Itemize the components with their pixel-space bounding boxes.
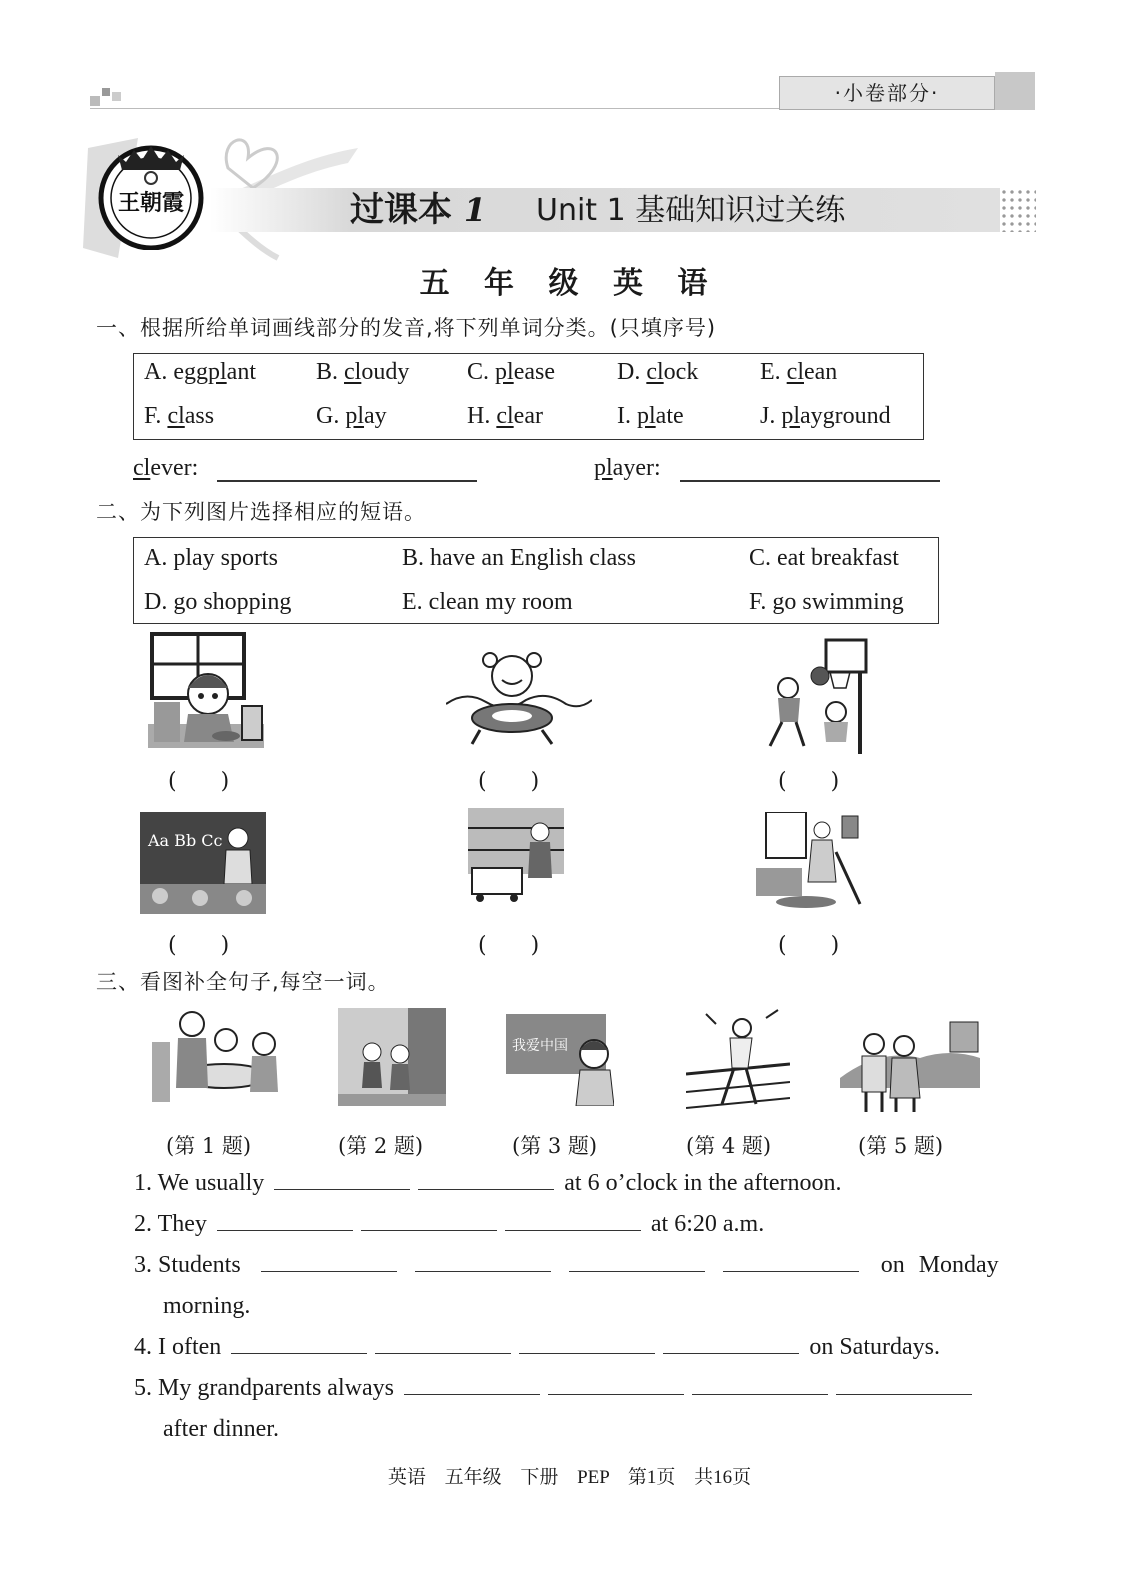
title-prefix: 过课本 [350, 190, 452, 230]
answer-paren-5[interactable]: ( ) [478, 933, 540, 958]
picture-q4-playing-ping-pong [686, 1004, 790, 1112]
answer-paren-6[interactable]: ( ) [778, 933, 840, 958]
picture-q5-grandparents-walk [840, 1018, 980, 1114]
phrase-e: E. clean my room [402, 589, 573, 615]
tag-gray-block [995, 72, 1035, 110]
section-tag: ·小卷部分· [779, 76, 995, 110]
picture-q3-chinese-class [506, 1010, 614, 1106]
answer-paren-2[interactable]: ( ) [478, 769, 540, 794]
blank[interactable] [663, 1335, 799, 1354]
phrase-a: A. play sports [144, 545, 278, 571]
picture-q2-going-to-school [338, 1008, 446, 1106]
blank[interactable] [375, 1335, 511, 1354]
sentence-2: 2. They at 6:20 a.m. [134, 1211, 765, 1237]
word-option: G. play [316, 403, 387, 429]
blank[interactable] [415, 1253, 551, 1272]
answer-paren-1[interactable]: ( ) [168, 769, 230, 794]
question-label-2: (第 2 题) [338, 1134, 424, 1158]
corner-square [102, 88, 110, 96]
blackboard-text: Aa Bb Cc [148, 831, 223, 850]
corner-square [90, 96, 100, 106]
question-label-1: (第 1 题) [166, 1134, 252, 1158]
subtitle: 五 年 级 英 语 [419, 266, 720, 301]
phrase-c: C. eat breakfast [749, 545, 899, 571]
blank[interactable] [418, 1171, 554, 1190]
blank[interactable] [505, 1212, 641, 1231]
answer-paren-3[interactable]: ( ) [778, 769, 840, 794]
phrase-b: B. have an English class [402, 545, 636, 571]
page-footer: 英语 五年级 下册 PEP 第1页 共16页 [387, 1467, 752, 1488]
section1-title: 一、根据所给单词画线部分的发音,将下列单词分类。(只填序号) [96, 316, 717, 340]
banner-dots [1000, 188, 1036, 232]
blank[interactable] [836, 1376, 972, 1395]
question-label-5: (第 5 题) [858, 1134, 944, 1158]
sentence-5: 5. My grandparents always [134, 1375, 976, 1402]
question-label-4: (第 4 题) [686, 1134, 772, 1158]
word-option: E. clean [760, 359, 838, 385]
phrase-d: D. go shopping [144, 589, 292, 615]
sentence-5-cont: after dinner. [163, 1416, 279, 1442]
picture-go-swimming [446, 650, 592, 746]
title-unit: Unit 1 基础知识过关练 [536, 193, 846, 228]
picture-play-sports [760, 638, 870, 754]
blank[interactable] [231, 1335, 367, 1354]
blank[interactable] [404, 1376, 540, 1395]
sentence-3-cont: morning. [163, 1293, 251, 1319]
category-player: player: [594, 455, 661, 481]
word-option: C. please [467, 359, 555, 385]
blank[interactable] [274, 1171, 410, 1190]
logo-text: 王朝霞 [117, 190, 185, 216]
sentence-1: 1. We usually at 6 o’clock in the afternoon. [134, 1170, 842, 1196]
answer-blank-clever[interactable] [217, 480, 477, 482]
corner-square [112, 92, 121, 101]
word-option: J. playground [760, 403, 891, 429]
blank[interactable] [261, 1253, 397, 1272]
blank[interactable] [569, 1253, 705, 1272]
blank[interactable] [217, 1212, 353, 1231]
answer-paren-4[interactable]: ( ) [168, 933, 230, 958]
blank[interactable] [361, 1212, 497, 1231]
title-number: 1 [463, 191, 487, 229]
blank[interactable] [519, 1335, 655, 1354]
sentence-4: 4. I often on Saturdays. [134, 1334, 940, 1360]
question-label-3: (第 3 题) [512, 1134, 598, 1158]
picture-english-class [140, 812, 266, 914]
blank[interactable] [723, 1253, 859, 1272]
blank[interactable] [548, 1376, 684, 1395]
blank[interactable] [692, 1376, 828, 1395]
logo-seal [96, 140, 206, 250]
word-option: D. clock [617, 359, 699, 385]
word-option: F. class [144, 403, 215, 429]
phrase-f: F. go swimming [749, 589, 904, 615]
word-option: I. plate [617, 403, 684, 429]
page-title [350, 188, 486, 232]
category-clever: clever: [133, 455, 199, 481]
picture-q1-family-dinner [148, 1002, 288, 1108]
word-option: B. cloudy [316, 359, 410, 385]
word-option: A. eggplant [144, 359, 256, 385]
section2-title: 二、为下列图片选择相应的短语。 [96, 500, 426, 524]
word-option: H. clear [467, 403, 543, 429]
picture-go-shopping [468, 808, 564, 904]
picture-clean-room [756, 812, 870, 910]
answer-blank-player[interactable] [680, 480, 940, 482]
sentence-3: 3. Students on Monday [134, 1252, 999, 1278]
section3-title: 三、看图补全句子,每空一词。 [96, 970, 390, 994]
picture-eat-breakfast [148, 632, 270, 748]
board-text: 我爱中国 [512, 1038, 568, 1054]
